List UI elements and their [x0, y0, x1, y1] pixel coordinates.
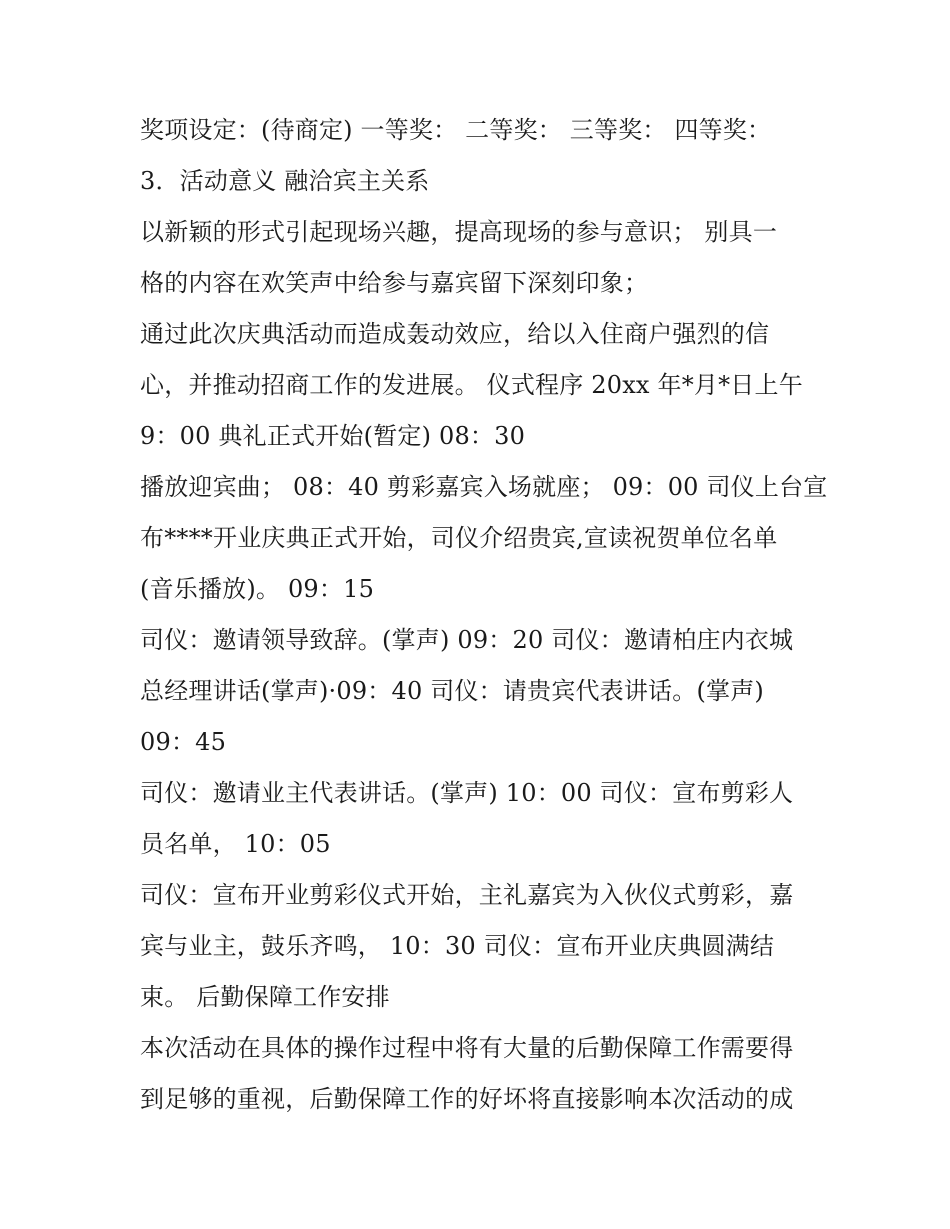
- text-line: 心，并推动招商工作的发进展。 仪式程序 20xx 年*月*日上午: [140, 371, 803, 399]
- text-line: 总经理讲话(掌声)·09：40 司仪：请贵宾代表讲话。(掌声): [140, 677, 764, 705]
- text-line: 束。 后勤保障工作安排: [140, 983, 390, 1011]
- text-line: 司仪：邀请业主代表讲话。(掌声) 10：00 司仪：宣布剪彩人: [140, 779, 794, 807]
- text-line: 到足够的重视，后勤保障工作的好坏将直接影响本次活动的成: [140, 1085, 794, 1113]
- text-line: 员名单， 10：05: [140, 830, 331, 858]
- text-line: 以新颖的形式引起现场兴趣，提高现场的参与意识； 别具一: [140, 218, 778, 246]
- text-line: 9：00 典礼正式开始(暂定) 08：30: [140, 422, 526, 450]
- text-line: 09：45: [140, 728, 227, 756]
- text-line: 司仪：邀请领导致辞。(掌声) 09：20 司仪：邀请柏庄内衣城: [140, 626, 794, 654]
- text-line: 播放迎宾曲； 08：40 剪彩嘉宾入场就座； 09：00 司仪上台宣: [140, 473, 828, 501]
- text-line: 宾与业主，鼓乐齐鸣， 10：30 司仪：宣布开业庆典圆满结: [140, 932, 775, 960]
- text-line: (音乐播放)。 09：15: [140, 575, 375, 603]
- text-line: 通过此次庆典活动而造成轰动效应，给以入住商户强烈的信: [140, 320, 770, 348]
- text-line: 奖项设定：(待商定) 一等奖： 二等奖： 三等奖： 四等奖：: [140, 116, 772, 144]
- text-line: 布****开业庆典正式开始，司仪介绍贵宾,宣读祝贺单位名单: [140, 524, 778, 552]
- text-line: 本次活动在具体的操作过程中将有大量的后勤保障工作需要得: [140, 1034, 794, 1062]
- text-line: 格的内容在欢笑声中给参与嘉宾留下深刻印象；: [140, 269, 649, 297]
- text-line: 3．活动意义 融洽宾主关系: [140, 167, 430, 195]
- text-line: 司仪：宣布开业剪彩仪式开始，主礼嘉宾为入伙仪式剪彩，嘉: [140, 881, 794, 909]
